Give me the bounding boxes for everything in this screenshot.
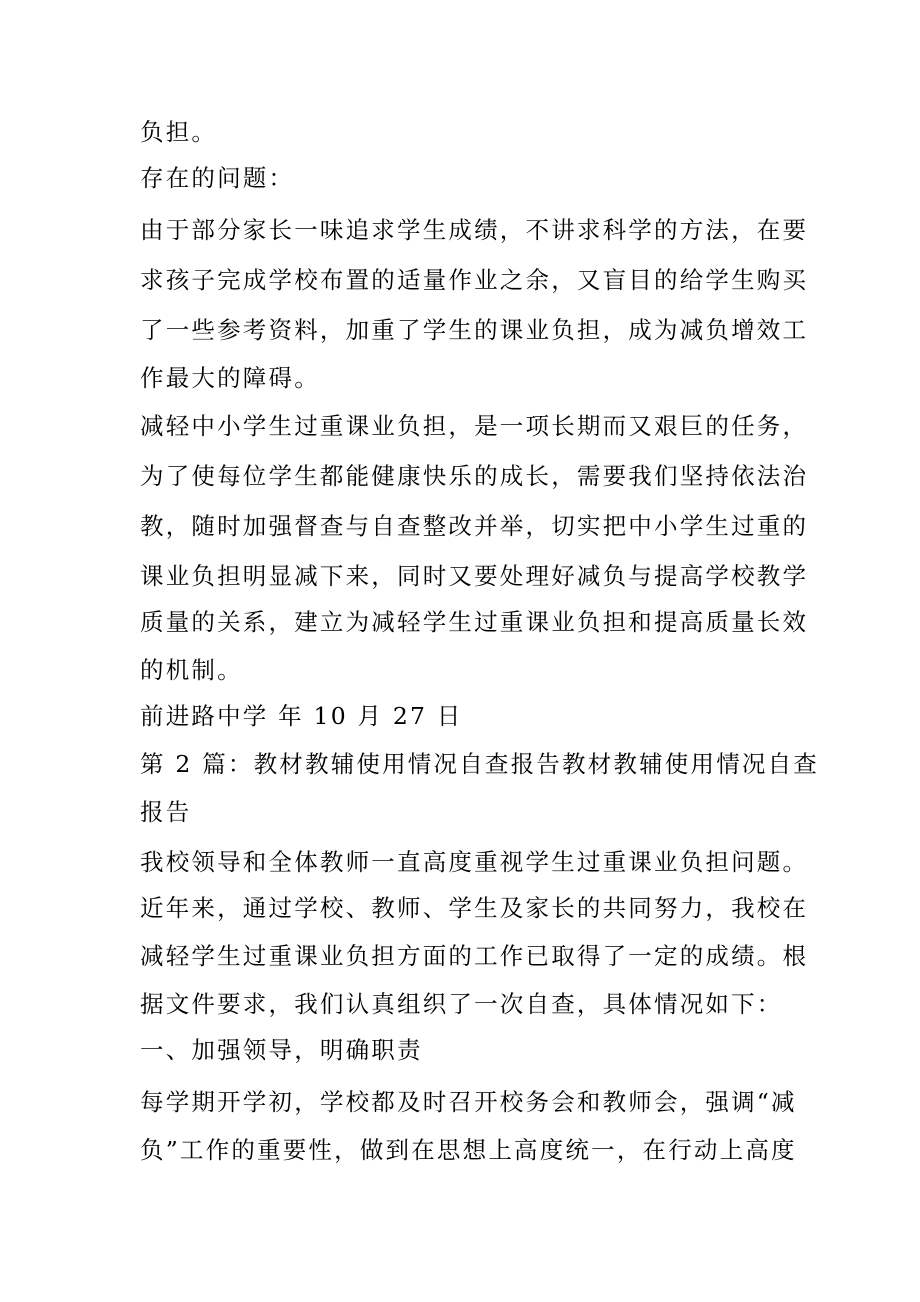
text-line: 存在的问题： (140, 164, 295, 192)
text-line: 质量的关系，建立为减轻学生过重课业负担和提高质量长效 (140, 608, 809, 636)
text-line: 一、加强领导，明确职责 (140, 1036, 423, 1064)
text-line: 据文件要求，我们认真组织了一次自查，具体情况如下： (140, 990, 783, 1018)
text-line: 负担。 (140, 118, 218, 146)
text-line: 第 2 篇：教材教辅使用情况自查报告教材教辅使用情况自查 (140, 750, 819, 778)
text-line: 近年来，通过学校、教师、学生及家长的共同努力，我校在 (140, 894, 809, 922)
text-line: 教，随时加强督查与自查整改并举，切实把中小学生过重的 (140, 512, 809, 540)
text-line: 由于部分家长一味追求学生成绩，不讲求科学的方法，在要 (140, 216, 809, 244)
text-line: 了一些参考资料，加重了学生的课业负担，成为减负增效工 (140, 316, 809, 344)
text-line: 前进路中学 年 10 月 27 日 (140, 702, 463, 730)
text-line: 作最大的障碍。 (140, 364, 320, 392)
text-line: 每学期开学初，学校都及时召开校务会和教师会，强调“减 (140, 1088, 797, 1116)
text-line: 求孩子完成学校布置的适量作业之余，又盲目的给学生购买 (140, 266, 809, 294)
text-line: 为了使每位学生都能健康快乐的成长，需要我们坚持依法治 (140, 462, 809, 490)
text-line: 我校领导和全体教师一直高度重视学生过重课业负担问题。 (140, 848, 809, 876)
text-line: 课业负担明显减下来，同时又要处理好减负与提高学校教学 (140, 562, 809, 590)
text-line: 减轻学生过重课业负担方面的工作已取得了一定的成绩。根 (140, 942, 809, 970)
text-line: 报告 (140, 798, 192, 826)
text-line: 负”工作的重要性，做到在思想上高度统一，在行动上高度 (140, 1136, 797, 1164)
text-line: 的机制。 (140, 656, 243, 684)
text-line: 减轻中小学生过重课业负担，是一项长期而又艰巨的任务， (140, 412, 809, 440)
